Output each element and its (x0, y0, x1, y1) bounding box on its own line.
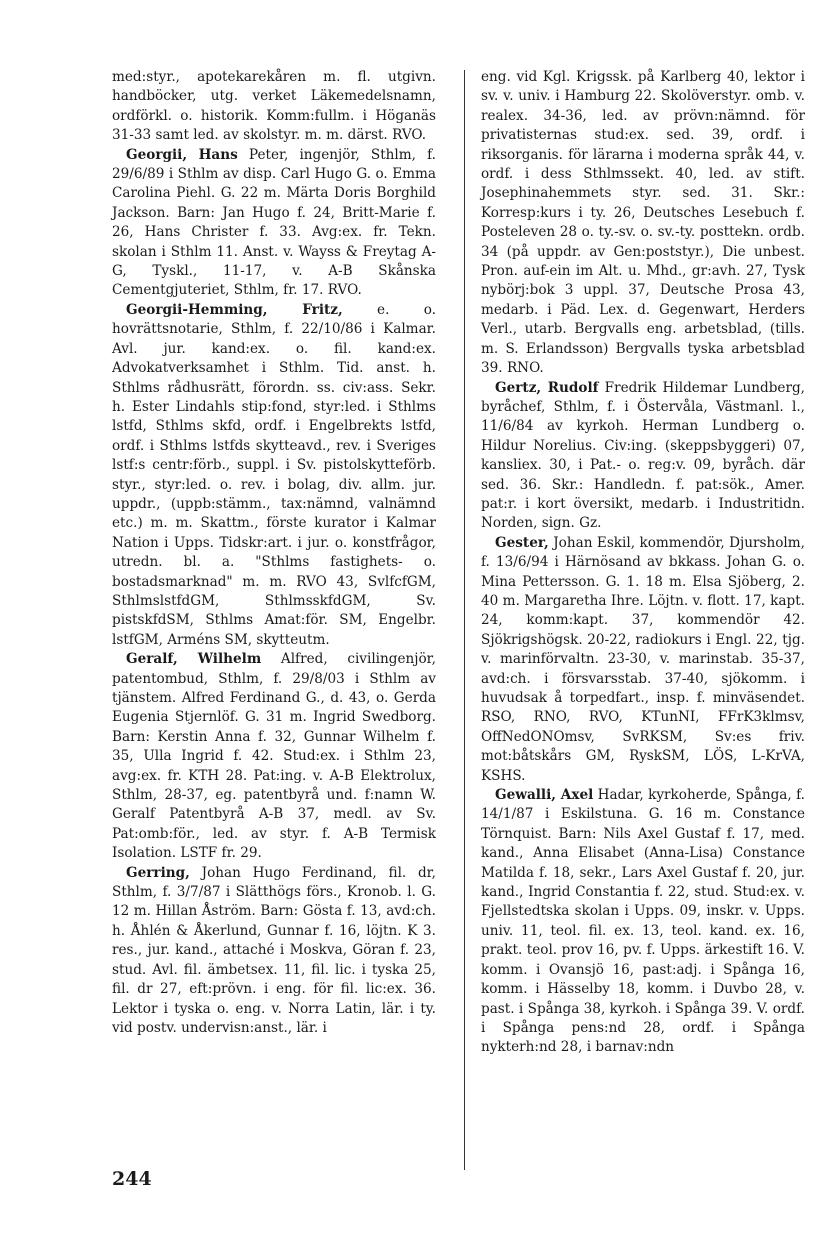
entry-gewalli: Gewalli, Axel Hadar, kyrkoherde, Spånga, f. 14/1/87 i Eskilstuna. G. 16 m. Constance Törnquist. Barn: Nils Axel Gustaf f. 17, med. kand., Anna Elisabet (Anna-Lisa) Constance Matilda f. 18, sekr., Lars Axel Gustaf f. 20, jur. kand., Ingrid Constantia f. 22, stud. Stud:ex. v. Fjellstedtska skolan i Upps. 09, inskr. v. Upps. univ. 11, teol. fil. ex. 13, teol. kand. ex. 16, prakt. teol. prov 16, pv. f. Upps. ärkestift 16. V. komm. i Ovansjö 16, past:adj. i Spånga 16, komm. i Hässelby 18, komm. i Duvbo 28, v. past. i Spånga 38, kyrkoh. i Spånga 39. V. ordf. i Spånga pens:nd 28, ordf. i Spånga nykterh:nd 28, i barnav:ndn (481, 787, 805, 1056)
entry-geralf: Geralf, Wilhelm Alfred, civilingenjör, patentombud, Sthlm, f. 29/8/03 i Sthlm av tjänstem. Alfred Ferdinand G., d. 43, o. Gerda Eugenia Stjernlöf. G. 31 m. Ingrid Swedborg. Barn: Kerstin Anna f. 32, Gunnar Wilhelm f. 35, Ulla Ingrid f. 42. Stud:ex. i Sthlm 23, avg:ex. fr. KTH 28. Pat:ing. v. A-B Elektrolux, Sthlm, 28-37, eg. patentbyrå und. f:namn W. Geralf Patentbyrå A-B 37, medl. av Sv. Pat:omb:för., led. av styr. f. A-B Termisk Isolation. LSTF fr. 29. (112, 651, 436, 862)
page-number: 244 (112, 1168, 152, 1190)
entry-gerring: Gerring, Johan Hugo Ferdinand, fil. dr, Sthlm, f. 3/7/87 i Slätthögs förs., Kronob. l. G. 12 m. Hillan Åström. Barn: Gösta f. 13, avd:ch. h. Åhlén & Åkerlund, Gunnar f. 16, löjtn. K 3. res., jur. kand., attaché i Moskva, Göran f. 23, stud. Avl. fil. ämbetsex. 11, fil. lic. i tyska 25, fil. dr 27, eft:prövn. i eng. för fil. lic:ex. 36. Lektor i tyska o. eng. v. Norra Latin, lär. i ty. vid postv. undervisn:anst., lär. i (112, 864, 436, 1036)
entry-continuation: med:styr., apotekarekåren m. fl. utgivn. handböcker, utg. verket Läkemedelsnamn, ordförkl. o. historik. Komm:fullm. i Höganäs 31-33 samt led. av skolstyr. m. m. därst. RVO. (112, 69, 436, 144)
left-column (112, 68, 436, 1038)
entry-gester: Gester, Johan Eskil, kommendör, Djursholm, f. 13/6/94 i Härnösand av bkkass. Johan G. o. Mina Pettersson. G. 1. 18 m. Elsa Sjöberg, 2. 40 m. Margaretha Ihre. Löjtn. v. flott. 17, kapt. 24, komm:kapt. 37, kommendör 42. Sjökrigshögsk. 20-22, radiokurs i Engl. 22, tjg. v. marinförvaltn. 23-30, v. marinstab. 35-37, avd:ch. i försvarsstab. 37-40, sjökomm. i huvudsak å torpedfart., insp. f. minväsendet. RSO, RNO, RVO, KTunNI, FFrK3klmsv, OffNedONOmsv, SvRKSM, Sv:es friv. mot:båtskårs GM, RyskSM, LÖS, L-KrVA, KSHS. (481, 534, 805, 784)
right-column (481, 68, 805, 1058)
column-divider (464, 70, 465, 1170)
entry-continuation: eng. vid Kgl. Krigssk. på Karlberg 40, lektor i sv. v. univ. i Hamburg 22. Skolöverstyr. omb. v. realex. 34-36, led. av prövn:nämnd. för privatisternas stud:ex. sed. 39, ordf. i riksorganis. för lärarna i moderna språk 44, v. ordf. i dess Sthlmssekt. 40, led. av stift. Josephinahemmets styr. sed. 31. Skr.: Korresp:kurs i ty. 26, Deutsches Lesebuch f. Posteleven 28 o. ty.-sv. o. sv.-ty. posttekn. ordb. 34 (på uppdr. av Gen:poststyr.), Die unbest. Pron. auf-ein im Alt. u. Mhd., gr:avh. 27, Tysk nybörj:bok 3 uppl. 37, Deutsche Prosa 43, medarb. i Päd. Lex. d. Gegenwart, Herders Verl., utarb. Bergvalls eng. arbetsblad, (tills. m. S. Erlandsson) Bergvalls tyska arbetsblad 39. RNO. (481, 69, 805, 377)
entry-georgii-hemming: Georgii-Hemming, Fritz, e. o. hovrättsnotarie, Sthlm, f. 22/10/86 i Kalmar. Avl. jur. kand:ex. o. fil. kand:ex. Advokatverksamhet i Sthlm. Tid. anst. h. Sthlms rådhusrätt, förordn. ss. civ:ass. Sekr. h. Ester Lindahls stip:fond, styr:led. i Sthlms lstfd, Sthlms skfd, ordf. i Engelbrekts lstfd, ordf. i Sthlms lstfds skytteavd., rev. i Sveriges lstf:s centr:förb., suppl. i Sv. pistolskytteförb. styr., styr:led. o. rev. i bolag, div. allm. jur. uppdr., (uppb:stämm., tax:nämnd, valnämnd etc.) m. m. Skattm., förste kurator i Kalmar Nation i Upps. Tidskr:art. i jur. o. konstfrågor, utredn. bl. a. "Sthlms fastighets- o. bostadsmarknad" m. m. RVO 43, SvlfcfGM, SthlmslstfdGM, SthlmsskfdGM, Sv. pistskfdSM, Sthlms Amat:för. SM, Engelbr. lstfGM, Arméns SM, skytteutm. (112, 301, 436, 648)
entry-georgii: Georgii, Hans Peter, ingenjör, Sthlm, f. 29/6/89 i Sthlm av disp. Carl Hugo G. o. Emma Carolina Piehl. G. 22 m. Märta Doris Borghild Jackson. Barn: Jan Hugo f. 24, Britt-Marie f. 26, Hans Christer f. 33. Avg:ex. fr. Tekn. skolan i Sthlm 11. Anst. v. Wayss & Freytag A-G, Tyskl., 11-17, v. A-B Skånska Cementgjuteriet, Sthlm, fr. 17. RVO. (112, 146, 436, 299)
entry-gertz: Gertz, Rudolf Fredrik Hildemar Lundberg, byråchef, Sthlm, f. i Östervåla, Västmanl. l., 11/6/84 av kyrkoh. Herman Lundberg o. Hildur Norelius. Civ:ing. (skeppsbyggeri) 07, kansliex. 30, i Pat.- o. reg:v. 09, byråch. där sed. 36. Skr.: Handledn. f. pat:sök., Amer. pat:r. i kort översikt, medarb. i Industritidn. Norden, sign. Gz. (481, 379, 805, 532)
